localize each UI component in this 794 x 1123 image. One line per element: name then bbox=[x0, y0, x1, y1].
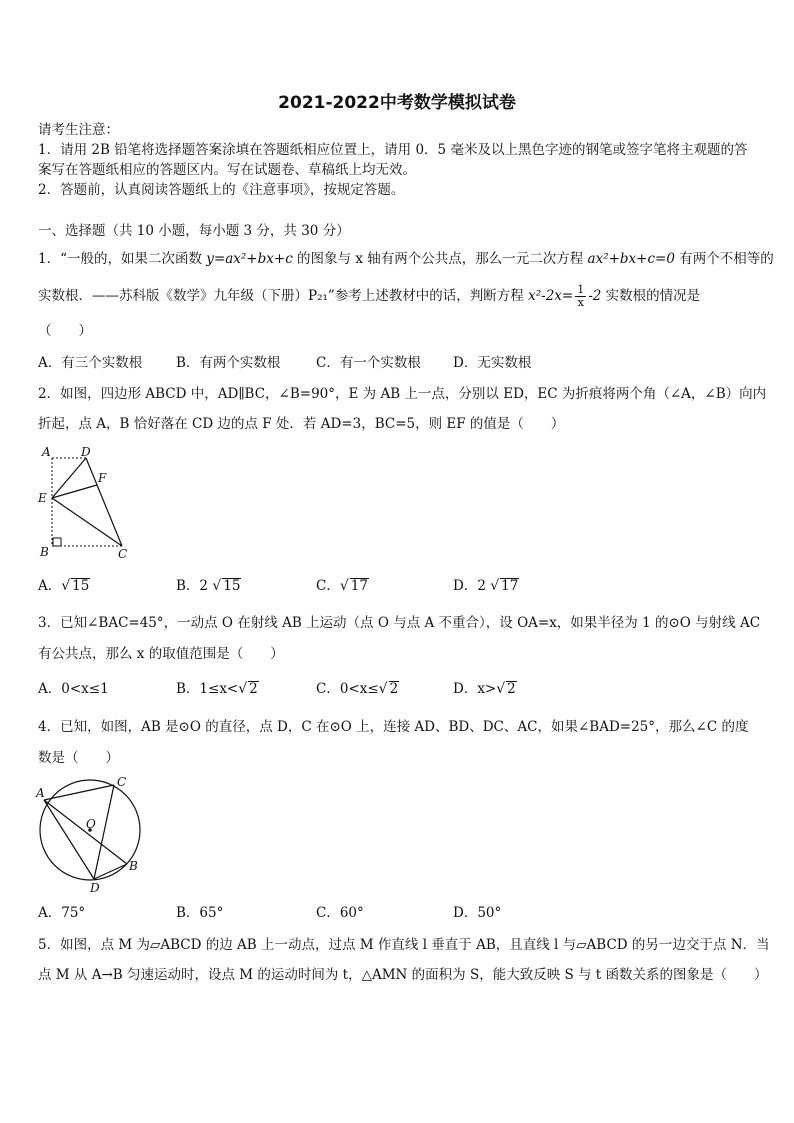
label-a: A bbox=[36, 786, 45, 800]
diameter-ab bbox=[44, 800, 127, 864]
label-f: F bbox=[98, 471, 107, 485]
q1-function: y=ax²+bx+c bbox=[206, 251, 293, 267]
q1-option-c[interactable]: C．有一个实数根 bbox=[316, 355, 421, 371]
radical-sign: √ bbox=[238, 681, 248, 697]
q4-option-a[interactable]: A．75° bbox=[38, 905, 86, 921]
label-c: C bbox=[117, 775, 127, 789]
radical-sign: √ bbox=[378, 681, 388, 697]
q1-eq2-left: x²-2x= bbox=[528, 288, 574, 304]
q4-line2: 数是（ ） bbox=[38, 750, 119, 766]
notice-item2: 2．答题前，认真阅读答题纸上的《注意事项》，按规定答题。 bbox=[38, 182, 405, 198]
radicand: 17 bbox=[501, 578, 519, 594]
option-coef: 2 bbox=[477, 578, 486, 594]
q2-line2: 折起，点 A，B 恰好落在 CD 边的点 F 处．若 AD=3，BC=5，则 EF 的值是（ ） bbox=[38, 416, 565, 432]
q1-text-d: 实数根．——苏科版《数学》九年级（下册）P₂₁”参考上述教材中的话，判断方程 bbox=[38, 288, 529, 304]
q5-line1: 5．如图，点 M 为▱ABCD 的边 AB 上一动点，过点 M 作直线 l 垂直于 AB，且直线 l 与▱ABCD 的另一边交于点 N．当 bbox=[38, 937, 770, 953]
q1-text-c: 有两个不相等的 bbox=[674, 251, 774, 267]
q3-option-b[interactable] bbox=[176, 680, 259, 698]
radicand: 17 bbox=[350, 578, 368, 594]
label-b: B bbox=[129, 859, 138, 873]
q4-option-d[interactable]: D．50° bbox=[453, 905, 502, 921]
q4-option-c[interactable]: C．60° bbox=[316, 905, 364, 921]
notice-item1-line2: 案写在答题纸相应的答题区内。写在试题卷、草稿纸上均无效。 bbox=[38, 162, 416, 178]
option-label: C． bbox=[316, 578, 340, 594]
q1-option-d[interactable]: D．无实数根 bbox=[453, 355, 532, 371]
q1-option-b[interactable]: B．有两个实数根 bbox=[176, 355, 281, 371]
label-b: B bbox=[40, 545, 49, 559]
q3-line2: 有公共点，那么 x 的取值范围是（ ） bbox=[38, 646, 284, 662]
q2-line1: 2．如图，四边形 ABCD 中，AD∥BC，∠B=90°，E 为 AB 上一点，分别以 ED，EC 为折痕将两个角（∠A，∠B）向内 bbox=[38, 386, 767, 402]
chord-ad bbox=[44, 800, 94, 879]
radicand: 15 bbox=[72, 578, 90, 594]
option-text: A．0<x≤1 bbox=[38, 681, 109, 697]
radical-sign: √ bbox=[61, 578, 71, 594]
radicand: 2 bbox=[507, 681, 516, 697]
q1-line1 bbox=[38, 250, 774, 268]
notice-heading: 请考生注意： bbox=[38, 122, 119, 138]
q2-option-d[interactable] bbox=[453, 577, 519, 595]
label-d: D bbox=[90, 881, 100, 895]
q1-option-a[interactable]: A．有三个实数根 bbox=[38, 355, 143, 371]
q1-answer-paren: （ ） bbox=[38, 323, 92, 339]
q4-line1: 4．已知，如图，AB 是⊙O 的直径，点 D，C 在⊙O 上，连接 AD、BD、DC、AC，如果∠BAD=25°，那么∠C 的度 bbox=[38, 719, 749, 735]
segment-ec bbox=[52, 498, 122, 546]
q1-equation: ax²+bx+c=0 bbox=[587, 251, 675, 267]
label-c: C bbox=[118, 547, 128, 561]
radical-sign: √ bbox=[212, 578, 222, 594]
notice-item1-line1: 1．请用 2B 铅笔将选择题答案涂填在答题纸相应位置上，请用 0．5 毫米及以上黑色字迹的钢笔或签字笔将主观题的答 bbox=[38, 142, 748, 158]
radicand: 2 bbox=[389, 681, 399, 697]
option-text: D．x> bbox=[453, 681, 497, 697]
option-text: C．0<x≤ bbox=[316, 681, 379, 697]
option-text: B．1≤x< bbox=[176, 681, 239, 697]
label-e: E bbox=[38, 491, 47, 505]
q2-figure-quadrilateral bbox=[36, 444, 136, 564]
q1-eq2-right: -2 bbox=[588, 288, 602, 304]
q2-option-c[interactable] bbox=[316, 577, 369, 595]
option-label: D． bbox=[453, 578, 478, 594]
q2-option-b[interactable] bbox=[176, 577, 241, 595]
segment-ed bbox=[52, 458, 86, 498]
radical-sign: √ bbox=[496, 681, 506, 697]
q1-text-e: 实数根的情况是 bbox=[601, 288, 701, 304]
q1-text-b: 的图象与 x 轴有两个公共点，那么一元二次方程 bbox=[292, 251, 588, 267]
chord-bd bbox=[94, 864, 127, 879]
page-title: 2021-2022中考数学模拟试卷 bbox=[278, 93, 516, 113]
segment-ef bbox=[52, 485, 97, 498]
radicand: 2 bbox=[249, 681, 258, 697]
section-heading: 一、选择题（共 10 小题，每小题 3 分，共 30 分） bbox=[38, 223, 350, 239]
q1-line2 bbox=[38, 284, 700, 309]
radical-sign: √ bbox=[339, 578, 349, 594]
option-label: B． bbox=[176, 578, 200, 594]
q3-option-c[interactable] bbox=[316, 680, 399, 698]
q4-option-b[interactable]: B．65° bbox=[176, 905, 224, 921]
q3-option-a[interactable] bbox=[38, 680, 109, 698]
q2-option-a[interactable] bbox=[38, 577, 90, 595]
label-d: D bbox=[81, 445, 91, 459]
q1-text-a: 1．“一般的，如果二次函数 bbox=[38, 251, 207, 267]
fraction-denominator: x bbox=[577, 296, 584, 309]
radicand: 15 bbox=[223, 578, 241, 594]
q4-figure-circle bbox=[30, 772, 150, 896]
radical-sign: √ bbox=[490, 578, 500, 594]
fraction-numerator: 1 bbox=[577, 283, 585, 296]
chord-dc bbox=[94, 785, 114, 879]
label-a: A bbox=[42, 445, 51, 459]
q5-line2: 点 M 从 A→B 匀速运动时，设点 M 的运动时间为 t，△AMN 的面积为 S，能大致反映 S 与 t 函数关系的图象是（ ） bbox=[38, 967, 768, 983]
chord-ac bbox=[44, 785, 114, 800]
q1-fraction bbox=[575, 284, 586, 309]
option-label: A． bbox=[38, 578, 62, 594]
right-angle-mark bbox=[53, 538, 61, 546]
option-coef: 2 bbox=[199, 578, 209, 594]
q3-option-d[interactable] bbox=[453, 680, 517, 698]
label-o: O bbox=[86, 817, 96, 831]
q3-line1: 3．已知∠BAC=45°，一动点 O 在射线 AB 上运动（点 O 与点 A 不重合），设 OA=x，如果半径为 1 的⊙O 与射线 AC bbox=[38, 615, 761, 631]
